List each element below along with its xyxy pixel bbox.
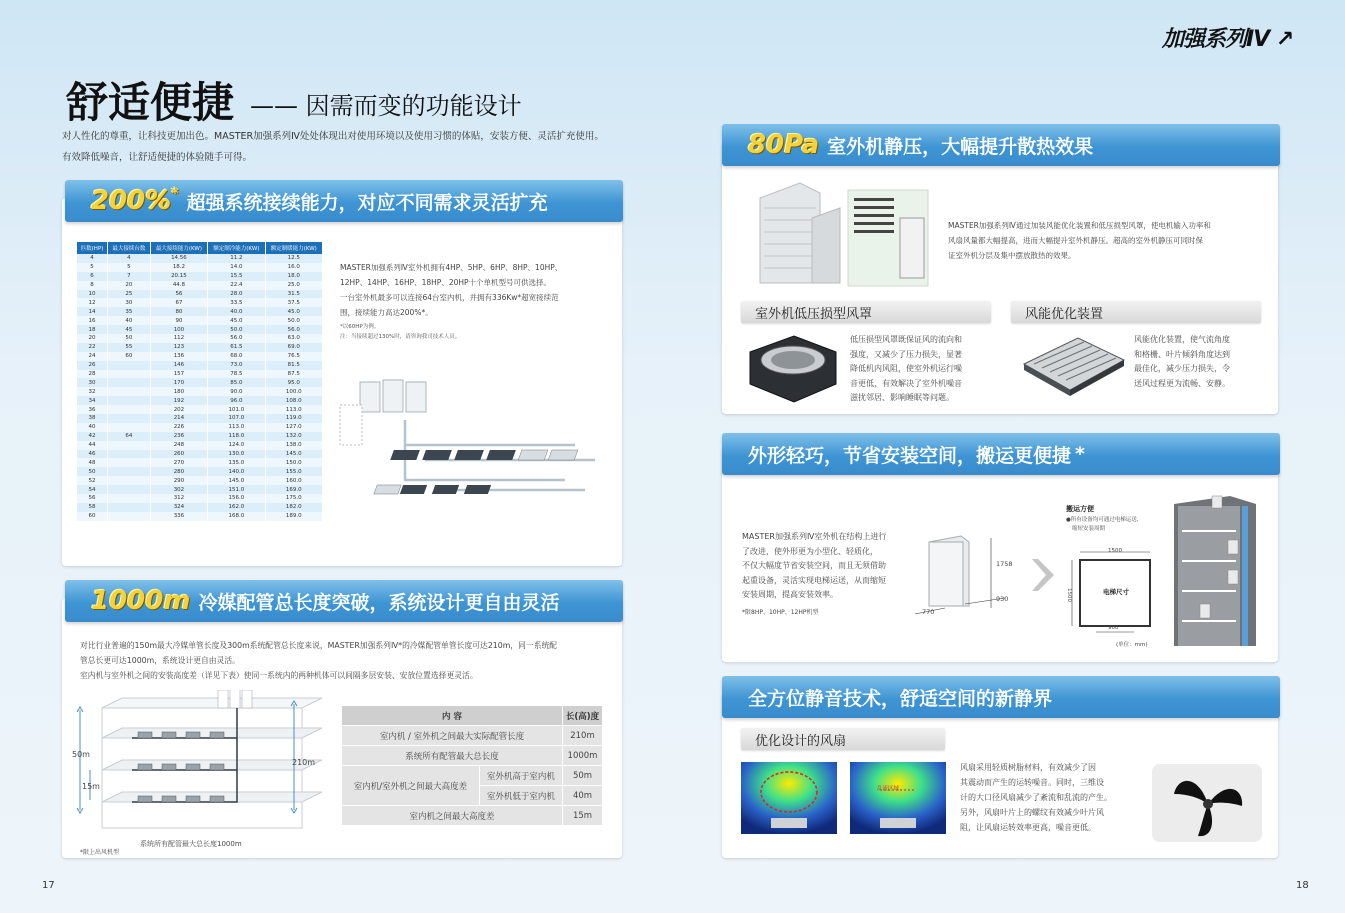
- table-cell: 96.0: [208, 396, 265, 405]
- quiet-banner: 全方位静音技术，舒适空间的新静界: [722, 676, 1280, 718]
- table-cell: 20: [108, 281, 151, 290]
- size-description: MASTER加强系列Ⅳ室外机在结构上进行 了改进，使外形更为小型化、轻质化， 不仅大幅度节省安装空间，而且无须借助 起重设备，灵活实现电梯运送，从而缩短 安装周期，提高安装效率。: [742, 532, 887, 599]
- table-cell: 40.0: [208, 307, 265, 316]
- table-cell: 169.0: [265, 485, 322, 494]
- table-row: [77, 254, 323, 263]
- carry-note: ●所有设备均可通过电梯运送, 缩短安装周期: [1066, 517, 1139, 532]
- dim-width: 770: [922, 608, 935, 616]
- piping-caption: 系统所有配管最大总长度1000m: [140, 840, 242, 848]
- table-cell: 107.0: [208, 414, 265, 423]
- table-cell: [108, 494, 151, 503]
- fan-description: 风扇采用轻质树脂材料，有效减少了因 其震动而产生的运转噪音。同时，三维设 计的大口径风扇减少了紊流和乱流的产生。 另外，风扇叶片上的螺纹有效减少叶片风 阻，让风扇运转效率更高，噪音更低。: [960, 763, 1112, 832]
- table-row: [77, 423, 323, 432]
- table-cell: 15.5: [208, 272, 265, 281]
- hood-description: 低压损型风罩既保证风的流向和 强度，又减少了压力损失，显著 降低机内风阻，使室外机运行噪 音更低，有效解决了室外机噪音 滋扰邻居、影响睡眠等问题。: [850, 335, 962, 402]
- table-cell: 138.0: [265, 441, 322, 450]
- table-cell: 67: [150, 298, 207, 307]
- table-cell: 156.0: [208, 494, 265, 503]
- table-cell: 12.5: [265, 254, 322, 263]
- table-cell: 18.2: [150, 263, 207, 272]
- table-cell: 18.0: [265, 272, 322, 281]
- table-cell: 8: [77, 281, 108, 290]
- flow-label: 乱流区域: [877, 786, 900, 792]
- table-cell: 112: [150, 334, 207, 343]
- table-cell: 50.0: [208, 325, 265, 334]
- table-row: [77, 263, 323, 272]
- carry-title: 搬运方便: [1066, 505, 1094, 513]
- piping-table: 内 容 长(高)度 室内机 / 室外机之间最大实际配管长度 210m 系统所有配管最大总长度 1000m 室内机/室外机之间最大高度差 室外机高于室内机 50m 室外机低于室内机 40m 室内机之间最大高度差 15m: [341, 705, 603, 826]
- table-cell: 33.5: [208, 298, 265, 307]
- table-cell: 40: [108, 316, 151, 325]
- table-cell: [108, 485, 151, 494]
- elevator-label: 电梯尺寸: [1103, 588, 1129, 596]
- table-cell: 25: [108, 290, 151, 299]
- table-row: [77, 281, 323, 290]
- table-row: [77, 290, 323, 299]
- table-cell: 140.0: [208, 467, 265, 476]
- table-cell: [108, 387, 151, 396]
- table-cell: 135.0: [208, 458, 265, 467]
- size-banner: 外形轻巧，节省安装空间，搬运更便捷 *: [722, 433, 1280, 475]
- table-row: [77, 503, 323, 512]
- elevator-width: 1500: [1108, 548, 1122, 554]
- building-render: [750, 178, 930, 288]
- table-cell: 16.0: [265, 263, 322, 272]
- table-cell: [108, 450, 151, 459]
- piping-footnote: *限上出风机型: [80, 849, 120, 856]
- table-cell: 28: [77, 370, 108, 379]
- table-cell: [108, 370, 151, 379]
- table-cell: 34: [77, 396, 108, 405]
- table-cell: 100.0: [265, 387, 322, 396]
- table-cell: 175.0: [265, 494, 322, 503]
- dim-depth: 930: [996, 595, 1009, 603]
- unit-dimension-drawing: [905, 528, 1025, 618]
- elevator-height: 1500: [1066, 588, 1072, 602]
- table-cell: 90: [150, 316, 207, 325]
- table-cell: 87.5: [265, 370, 322, 379]
- table-cell: [108, 512, 151, 521]
- optimizer-render: [1020, 334, 1128, 400]
- capacity-notes: *以60HP为例。 注：当接续超过130%时，请咨询我司技术人员。: [340, 324, 461, 340]
- table-cell: 37.5: [265, 298, 322, 307]
- table-cell: 100: [150, 325, 207, 334]
- piping-banner: 1000m 冷媒配管总长度突破，系统设计更自由灵活: [65, 580, 623, 622]
- table-row: [77, 432, 323, 441]
- size-note: *限8HP、10HP、12HP机型: [742, 609, 819, 616]
- table-cell: 145.0: [208, 476, 265, 485]
- airflow-sim-new: [850, 762, 946, 834]
- table-cell: 85.0: [208, 378, 265, 387]
- hood-subhead: 室外机低压损型风罩: [741, 301, 991, 323]
- table-cell: 160.0: [265, 476, 322, 485]
- table-cell: 170: [150, 378, 207, 387]
- capacity-banner: 200%* 超强系统接续能力，对应不同需求灵活扩充: [65, 180, 623, 222]
- table-cell: 168.0: [208, 512, 265, 521]
- table-cell: 290: [150, 476, 207, 485]
- table-cell: 136: [150, 352, 207, 361]
- table-cell: 95.0: [265, 378, 322, 387]
- table-cell: 336: [150, 512, 207, 521]
- table-cell: 4: [108, 254, 151, 263]
- piping-description: 对比行业普遍的150m最大冷媒单管长度及300m系统配管总长度来说，MASTER加强系列Ⅳ*的冷媒配管单管长度可达210m，同一系统配 管总长更可达1000m，系统设计更自由灵活。 室内机与室外机之间的安装高度差（详见下表）使同一系统内的两种机体可以间隔多层安装、安放位置选择更灵活。: [80, 641, 558, 680]
- table-cell: 56.0: [208, 334, 265, 343]
- table-cell: 45.0: [265, 307, 322, 316]
- table-cell: 30: [108, 298, 151, 307]
- page-number-right: 18: [1296, 880, 1309, 891]
- table-cell: [108, 423, 151, 432]
- table-cell: [108, 378, 151, 387]
- table-cell: 312: [150, 494, 207, 503]
- table-cell: 38: [77, 414, 108, 423]
- table-row: [77, 396, 323, 405]
- table-cell: 31.5: [265, 290, 322, 299]
- table-cell: 64: [108, 432, 151, 441]
- table-cell: 90.0: [208, 387, 265, 396]
- table-cell: 22: [77, 343, 108, 352]
- table-cell: 180: [150, 387, 207, 396]
- capacity-table: [77, 242, 323, 521]
- table-cell: 50: [108, 334, 151, 343]
- table-cell: 35: [108, 307, 151, 316]
- table-cell: 56: [150, 290, 207, 299]
- table-cell: 280: [150, 467, 207, 476]
- table-cell: 189.0: [265, 512, 322, 521]
- table-row: [77, 361, 323, 370]
- table-cell: 5: [77, 263, 108, 272]
- table-row: [77, 334, 323, 343]
- table-cell: 60: [77, 512, 108, 521]
- pressure-banner: 80Pa 室外机静压，大幅提升散热效果: [722, 124, 1280, 166]
- building-elevator-render: [1170, 492, 1260, 650]
- table-cell: 24: [77, 352, 108, 361]
- table-cell: 248: [150, 441, 207, 450]
- table-cell: 182.0: [265, 503, 322, 512]
- table-cell: 20: [77, 334, 108, 343]
- table-cell: 25.0: [265, 281, 322, 290]
- table-cell: 226: [150, 423, 207, 432]
- table-row: [77, 387, 323, 396]
- table-cell: 192: [150, 396, 207, 405]
- arrow-right-icon: [1028, 555, 1058, 595]
- table-header-cell: 最大接续能力(KW): [150, 242, 207, 254]
- table-cell: 214: [150, 414, 207, 423]
- table-cell: 60: [108, 352, 151, 361]
- table-cell: 127.0: [265, 423, 322, 432]
- table-row: [77, 352, 323, 361]
- table-cell: 146: [150, 361, 207, 370]
- table-row: [77, 316, 323, 325]
- table-cell: [108, 361, 151, 370]
- table-cell: 69.0: [265, 343, 322, 352]
- table-header-cell: 最大接续台数: [108, 242, 151, 254]
- table-cell: 36: [77, 405, 108, 414]
- fan-photo-frame: [1152, 764, 1262, 842]
- table-row: [77, 494, 323, 503]
- table-row: [77, 272, 323, 281]
- table-row: [77, 298, 323, 307]
- table-cell: 44.8: [150, 281, 207, 290]
- table-cell: 145.0: [265, 450, 322, 459]
- table-header-cell: 额定制冷能力(KW): [208, 242, 265, 254]
- table-cell: 45.0: [208, 316, 265, 325]
- table-cell: 48: [77, 458, 108, 467]
- table-cell: 73.0: [208, 361, 265, 370]
- table-cell: 50.0: [265, 316, 322, 325]
- table-row: [77, 467, 323, 476]
- table-cell: 236: [150, 432, 207, 441]
- table-cell: 18: [77, 325, 108, 334]
- table-cell: 32: [77, 387, 108, 396]
- table-row: [77, 512, 323, 521]
- table-cell: [108, 441, 151, 450]
- table-cell: [108, 458, 151, 467]
- table-cell: 162.0: [208, 503, 265, 512]
- table-row: [77, 485, 323, 494]
- table-cell: 46: [77, 450, 108, 459]
- page-number-left: 17: [42, 880, 55, 891]
- table-cell: 58: [77, 503, 108, 512]
- label-210m: 210m: [292, 758, 316, 767]
- table-cell: 108.0: [265, 396, 322, 405]
- table-cell: 113.0: [208, 423, 265, 432]
- table-cell: 54: [77, 485, 108, 494]
- system-diagram: [335, 370, 615, 510]
- table-cell: 26: [77, 361, 108, 370]
- table-cell: 81.5: [265, 361, 322, 370]
- elevator-diagram: [1066, 546, 1166, 646]
- table-row: [77, 450, 323, 459]
- table-cell: 28.0: [208, 290, 265, 299]
- table-cell: [108, 405, 151, 414]
- table-cell: [108, 503, 151, 512]
- table-cell: 260: [150, 450, 207, 459]
- table-cell: 16: [77, 316, 108, 325]
- table-header-cell: 额定制暖能力(KW): [265, 242, 322, 254]
- page-subtitle: —— 因需而变的功能设计: [250, 92, 522, 120]
- table-cell: 10: [77, 290, 108, 299]
- dim-height: 1758: [996, 560, 1013, 568]
- table-cell: 56.0: [265, 325, 322, 334]
- table-row: [77, 343, 323, 352]
- table-cell: 101.0: [208, 405, 265, 414]
- table-row: [77, 370, 323, 379]
- table-cell: 14.0: [208, 263, 265, 272]
- airflow-sim-old: [741, 762, 837, 834]
- table-cell: 130.0: [208, 450, 265, 459]
- table-row: [77, 405, 323, 414]
- hood-render: [744, 332, 840, 406]
- pressure-description: MASTER加强系列Ⅳ通过加装风能优化装置和低压损型风罩，使电机输入功率和 风扇风量都大幅提高，进而大幅提升室外机静压。超高的室外机静压可同时保 证室外机分层及集中摆放散热的效果。: [948, 221, 1211, 260]
- table-row: [77, 441, 323, 450]
- table-cell: 7: [108, 272, 151, 281]
- table-cell: 20.15: [150, 272, 207, 281]
- table-cell: 40: [77, 423, 108, 432]
- table-cell: 14: [77, 307, 108, 316]
- table-cell: 151.0: [208, 485, 265, 494]
- table-cell: 42: [77, 432, 108, 441]
- table-cell: 6: [77, 272, 108, 281]
- table-cell: [108, 476, 151, 485]
- page-title: 舒适便捷: [66, 78, 235, 127]
- table-cell: 50: [77, 467, 108, 476]
- capacity-description: MASTER加强系列Ⅳ室外机拥有4HP、5HP、6HP、8HP、10HP、 12HP、14HP、16HP、18HP、20HP十个单机型号可供选择。 一台室外机最多可以连接64台室内机，并拥有336Kw*超宽接续范 围，接续能力高达200%*。: [340, 263, 563, 317]
- elevator-depth: 900: [1108, 625, 1119, 631]
- table-cell: 124.0: [208, 441, 265, 450]
- table-cell: 5: [108, 263, 151, 272]
- table-cell: 11.2: [208, 254, 265, 263]
- table-row: [77, 458, 323, 467]
- fan-subhead: 优化设计的风扇: [741, 728, 945, 750]
- table-cell: 61.5: [208, 343, 265, 352]
- table-cell: 30: [77, 378, 108, 387]
- optimizer-description: 风能优化装置，使气流角度 和格栅、叶片倾斜角度达到 最佳化，减少压力损失，令 送风过程更为流畅、安静。: [1134, 335, 1230, 388]
- table-cell: 80: [150, 307, 207, 316]
- table-cell: [108, 414, 151, 423]
- table-cell: 202: [150, 405, 207, 414]
- fan-icon: [1152, 764, 1262, 842]
- unit-label: (单位：mm): [1116, 642, 1148, 648]
- table-cell: 12: [77, 298, 108, 307]
- table-cell: 63.0: [265, 334, 322, 343]
- table-cell: 14.56: [150, 254, 207, 263]
- table-cell: 4: [77, 254, 108, 263]
- table-cell: 45: [108, 325, 151, 334]
- table-cell: 44: [77, 441, 108, 450]
- table-cell: 76.5: [265, 352, 322, 361]
- table-row: [77, 325, 323, 334]
- table-cell: 113.0: [265, 405, 322, 414]
- table-cell: 56: [77, 494, 108, 503]
- table-cell: 270: [150, 458, 207, 467]
- table-row: [77, 378, 323, 387]
- table-cell: 155.0: [265, 467, 322, 476]
- table-cell: 157: [150, 370, 207, 379]
- table-cell: 22.4: [208, 281, 265, 290]
- table-cell: [108, 467, 151, 476]
- intro-text: 对人性化的尊重，让科技更加出色。MASTER加强系列Ⅳ处处体现出对使用环境以及使用习惯的体贴，安装方便、灵活扩充使用。 有效降低噪音，让舒适便捷的体验随手可得。: [62, 131, 604, 163]
- table-cell: 55: [108, 343, 151, 352]
- table-row: [77, 476, 323, 485]
- table-cell: 78.5: [208, 370, 265, 379]
- label-50m: 50m: [72, 750, 90, 759]
- table-cell: 119.0: [265, 414, 322, 423]
- table-cell: 118.0: [208, 432, 265, 441]
- table-cell: [108, 396, 151, 405]
- table-cell: 324: [150, 503, 207, 512]
- table-row: [77, 307, 323, 316]
- table-cell: 68.0: [208, 352, 265, 361]
- table-cell: 302: [150, 485, 207, 494]
- table-row: [77, 414, 323, 423]
- table-cell: 150.0: [265, 458, 322, 467]
- table-header-cell: 匹数(HP): [77, 242, 108, 254]
- label-15m: 15m: [82, 782, 100, 791]
- table-cell: 123: [150, 343, 207, 352]
- optimizer-subhead: 风能优化装置: [1011, 301, 1261, 323]
- table-cell: 52: [77, 476, 108, 485]
- series-logo: 加强系列Ⅳ ↗: [1162, 27, 1294, 52]
- table-cell: 132.0: [265, 432, 322, 441]
